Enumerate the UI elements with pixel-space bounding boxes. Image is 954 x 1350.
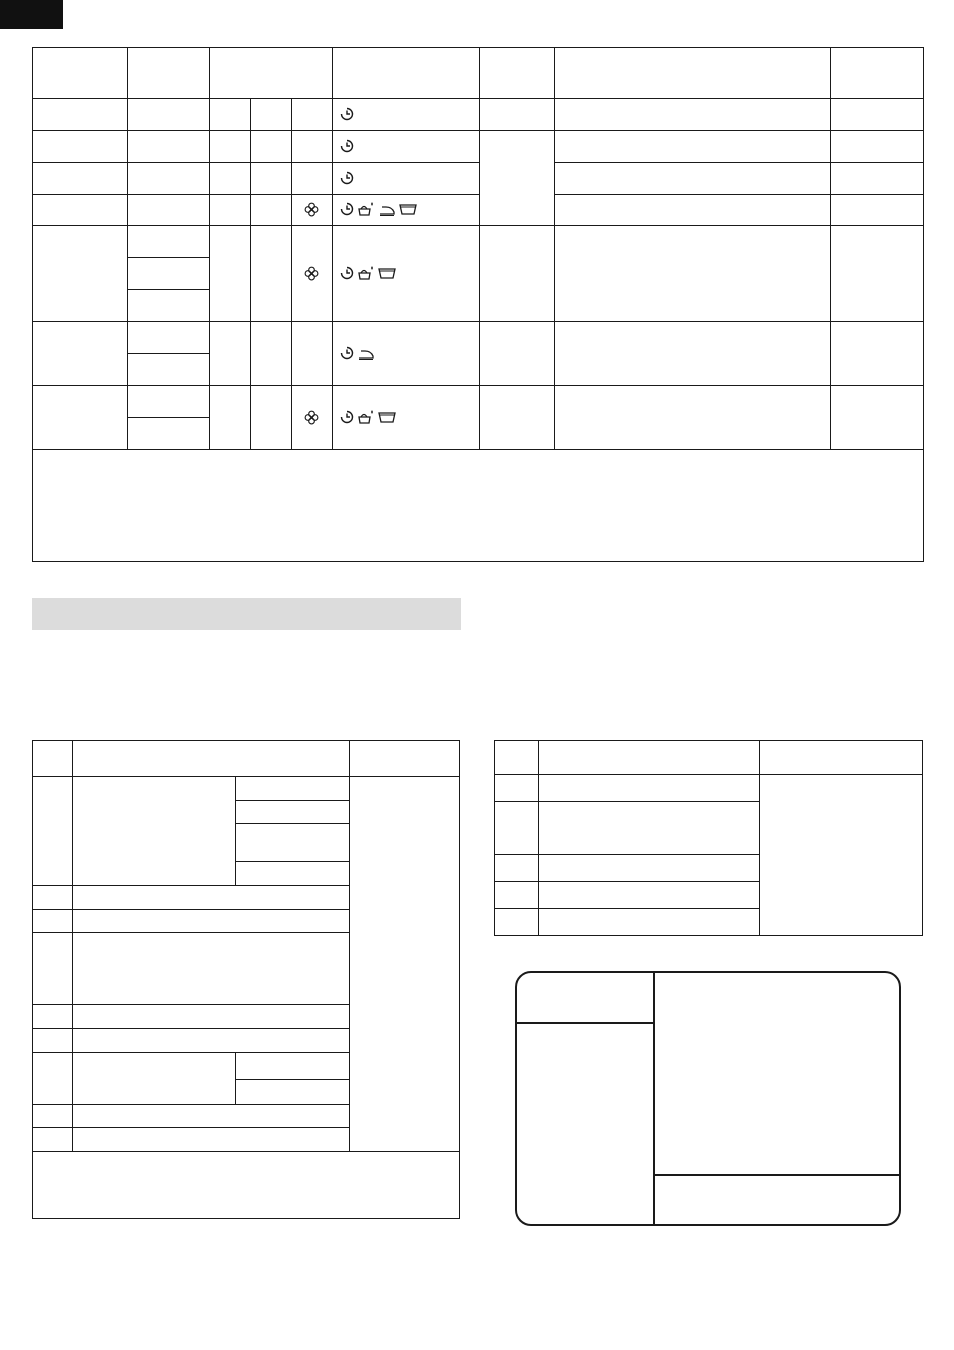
- column-line: [250, 98, 251, 449]
- fan-icon: [304, 202, 319, 217]
- row-line: [494, 881, 759, 882]
- sub-row-line: [127, 289, 209, 290]
- column-line: [72, 740, 73, 1151]
- timer-icon: [340, 346, 354, 365]
- column-line: [554, 47, 555, 449]
- timer-icon: [340, 202, 354, 221]
- table-header-separator: [32, 776, 460, 777]
- stain-icon: [357, 409, 375, 430]
- sub-row-line: [235, 861, 349, 862]
- row-line: [32, 1028, 349, 1029]
- column-line: [209, 47, 210, 449]
- program-table-border: [32, 47, 924, 562]
- table-footer-separator: [32, 1151, 460, 1152]
- column-line: [332, 47, 333, 449]
- fan-icon: [304, 410, 319, 425]
- row-line: [554, 162, 924, 163]
- row-icons: [340, 265, 396, 286]
- row-line: [494, 801, 759, 802]
- rating-label-border: [515, 971, 901, 1226]
- row-line: [32, 162, 479, 163]
- row-line: [32, 1052, 349, 1053]
- column-line: [349, 740, 350, 1151]
- row-icons: [340, 409, 396, 430]
- sub-row-line: [235, 823, 349, 824]
- timer-icon: [340, 107, 354, 121]
- sub-row-line: [127, 257, 209, 258]
- tub-icon: [399, 202, 417, 221]
- table-header-separator: [32, 98, 924, 99]
- column-line: [538, 740, 539, 936]
- timer-icon: [340, 171, 354, 185]
- row-line: [32, 1004, 349, 1005]
- timer-icon: [340, 139, 354, 153]
- timer-icon: [340, 266, 354, 285]
- row-line: [494, 854, 759, 855]
- row-line: [32, 1127, 349, 1128]
- row-line: [494, 908, 759, 909]
- column-line: [759, 740, 760, 936]
- tub-icon: [378, 410, 396, 429]
- column-line: [479, 47, 480, 449]
- iron-icon: [357, 346, 375, 365]
- row-line: [32, 385, 924, 386]
- row-line: [32, 932, 349, 933]
- column-line: [127, 47, 128, 449]
- timer-icon: [340, 410, 354, 429]
- sub-row-line: [235, 800, 349, 801]
- sub-row-line: [127, 353, 209, 354]
- column-line: [235, 776, 236, 885]
- stain-icon: [357, 201, 375, 222]
- row-line: [32, 194, 479, 195]
- row-line: [32, 225, 924, 226]
- table-footer-separator: [32, 449, 924, 450]
- row-line: [554, 194, 924, 195]
- row-line: [32, 321, 924, 322]
- label-divider-vertical: [653, 972, 655, 1225]
- row-icons: [340, 346, 375, 365]
- row-line: [32, 909, 349, 910]
- label-divider-right: [653, 1174, 900, 1176]
- column-line: [830, 47, 831, 449]
- column-line: [235, 1052, 236, 1104]
- row-icons: [340, 201, 417, 222]
- tub-icon: [378, 266, 396, 285]
- iron-icon: [378, 202, 396, 221]
- sub-row-line: [235, 1079, 349, 1080]
- fan-icon: [304, 266, 319, 281]
- section-heading-bar: [32, 598, 461, 630]
- page-corner-tab: [0, 0, 63, 29]
- column-line: [291, 98, 292, 449]
- sub-row-line: [127, 417, 209, 418]
- label-divider-left: [516, 1022, 654, 1024]
- row-line: [32, 885, 349, 886]
- row-line: [32, 1104, 349, 1105]
- row-line: [32, 130, 924, 131]
- settings-table-border: [494, 740, 923, 936]
- stain-icon: [357, 265, 375, 286]
- options-table-border: [32, 740, 460, 1219]
- table-header-separator: [494, 774, 923, 775]
